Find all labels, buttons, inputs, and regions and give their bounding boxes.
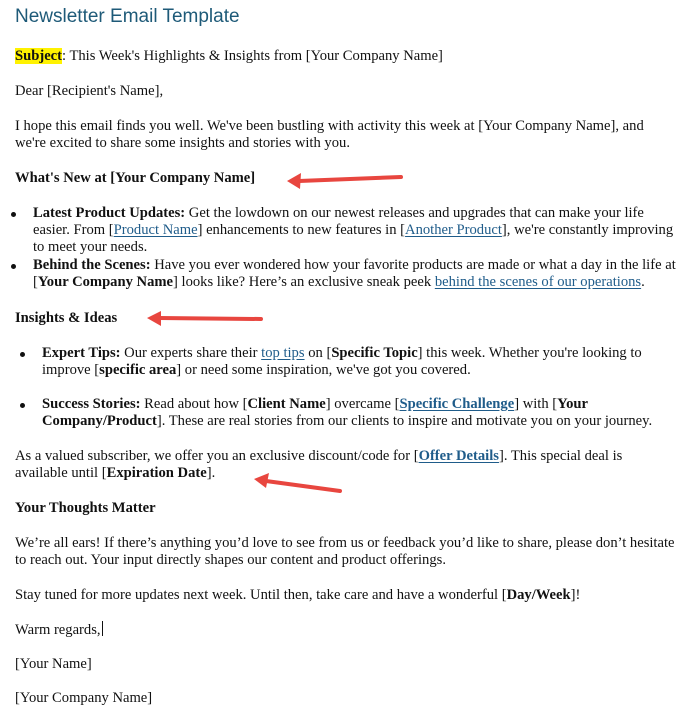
your-placeholder: Your <box>557 396 588 412</box>
list-item-behind-scenes-line2 <box>33 274 645 291</box>
expiration-date-placeholder: Expiration Date <box>106 465 207 481</box>
offer-text: ]. This special deal is <box>498 448 623 464</box>
list-item-success-stories <box>42 396 588 413</box>
item-label: Behind the Scenes: <box>33 257 151 273</box>
item-text: . <box>641 274 645 290</box>
another-product-link[interactable]: Another Product <box>405 222 502 238</box>
document-title: Newsletter Email Template <box>15 6 240 27</box>
item-text: on [ <box>304 345 332 361</box>
offer-text: As a valued subscriber, we offer you an exclusive discount/code for [ <box>15 448 419 464</box>
closing-line <box>15 587 580 604</box>
behind-scenes-link[interactable]: behind the scenes of our operations <box>434 274 642 290</box>
list-item-latest-updates-line2 <box>33 222 673 239</box>
specific-topic-placeholder: Specific Topic <box>331 345 418 361</box>
subject-text: : This Week's Highlights & Insights from [Your Company Name] <box>62 48 443 64</box>
section3-heading: Your Thoughts Matter <box>15 500 156 516</box>
item-text: ] with [ <box>514 396 558 412</box>
offer-details-link[interactable]: Offer Details <box>418 448 499 464</box>
item-text: Read about how [ <box>140 396 248 412</box>
list-item-success-stories-line2 <box>42 413 652 430</box>
item-text: ], we're constantly improving <box>501 222 674 238</box>
bullet-icon <box>11 264 16 269</box>
arrow-left-icon <box>145 310 265 330</box>
item-text: improve [ <box>42 362 100 378</box>
item-text: Get the lowdown on our newest releases and upgrades that can make your life <box>185 205 644 221</box>
client-name-placeholder: Client Name <box>247 396 326 412</box>
item-text: ] looks like? Here’s an exclusive sneak peek <box>173 274 435 290</box>
product-name-link[interactable]: Product Name <box>113 222 198 238</box>
list-item-latest-updates-line3: to meet your needs. <box>33 239 148 255</box>
closing-text: ]! <box>570 587 581 603</box>
section1-heading: What's New at [Your Company Name] <box>15 170 256 186</box>
day-week-placeholder: Day/Week <box>506 587 571 603</box>
text-cursor <box>102 621 103 636</box>
item-text: ] overcame [ <box>325 396 400 412</box>
item-text: Our experts share their <box>120 345 262 361</box>
intro-line-1: I hope this email finds you well. We've been bustling with activity this week at [Your Company Name], and <box>15 118 644 134</box>
specific-challenge-link[interactable]: Specific Challenge <box>399 396 515 412</box>
subject-line <box>15 48 443 65</box>
item-label: Latest Product Updates: <box>33 205 186 221</box>
item-text: ] enhancements to new features in [ <box>197 222 406 238</box>
company-name-placeholder: Your Company Name <box>37 274 174 290</box>
offer-text: available until [ <box>15 465 107 481</box>
arrow-left-icon <box>285 170 405 190</box>
list-item-behind-scenes <box>33 257 676 274</box>
subject-label: Subject <box>15 48 63 64</box>
item-text: ] this week. Whether you're looking to <box>417 345 642 361</box>
list-item-expert-tips <box>42 345 642 362</box>
item-text: easier. From [ <box>33 222 114 238</box>
item-label: Success Stories: <box>42 396 141 412</box>
item-text: Have you ever wondered how your favorite products are made or what a day in the life at <box>150 257 676 273</box>
list-item-expert-tips-line2 <box>42 362 471 379</box>
arrow-left-icon <box>252 472 347 497</box>
greeting: Dear [Recipient's Name], <box>15 83 164 99</box>
specific-area-placeholder: specific area <box>99 362 177 378</box>
signoff[interactable] <box>15 621 103 639</box>
item-text: [ <box>33 274 38 290</box>
top-tips-link[interactable]: top tips <box>261 345 305 361</box>
bullet-icon <box>20 352 25 357</box>
list-item-latest-updates <box>33 205 644 222</box>
signoff-text: Warm regards, <box>15 622 101 638</box>
bullet-icon <box>20 403 25 408</box>
feedback-line-2: to reach out. Your input directly shapes our content and product offerings. <box>15 552 446 568</box>
closing-text: Stay tuned for more updates next week. Until then, take care and have a wonderful [ <box>15 587 507 603</box>
item-text: ]. These are real stories from our clients to inspire and motivate you on your journey. <box>156 413 653 429</box>
item-text: ] or need some inspiration, we've got you covered. <box>176 362 471 378</box>
bullet-icon <box>11 212 16 217</box>
offer-text: ]. <box>206 465 216 481</box>
company-product-placeholder: Company/Product <box>42 413 157 429</box>
item-label: Expert Tips: <box>42 345 121 361</box>
sender-company: [Your Company Name] <box>15 690 153 706</box>
sender-name: [Your Name] <box>15 656 92 672</box>
intro-line-2: we're excited to share some insights and stories with you. <box>15 135 350 151</box>
feedback-line-1: We’re all ears! If there’s anything you’d love to see from us or feedback you’d like to share, please don’t hesitate <box>15 535 675 551</box>
section2-heading: Insights & Ideas <box>15 310 118 326</box>
offer-paragraph <box>15 448 622 465</box>
offer-paragraph-line2 <box>15 465 215 482</box>
